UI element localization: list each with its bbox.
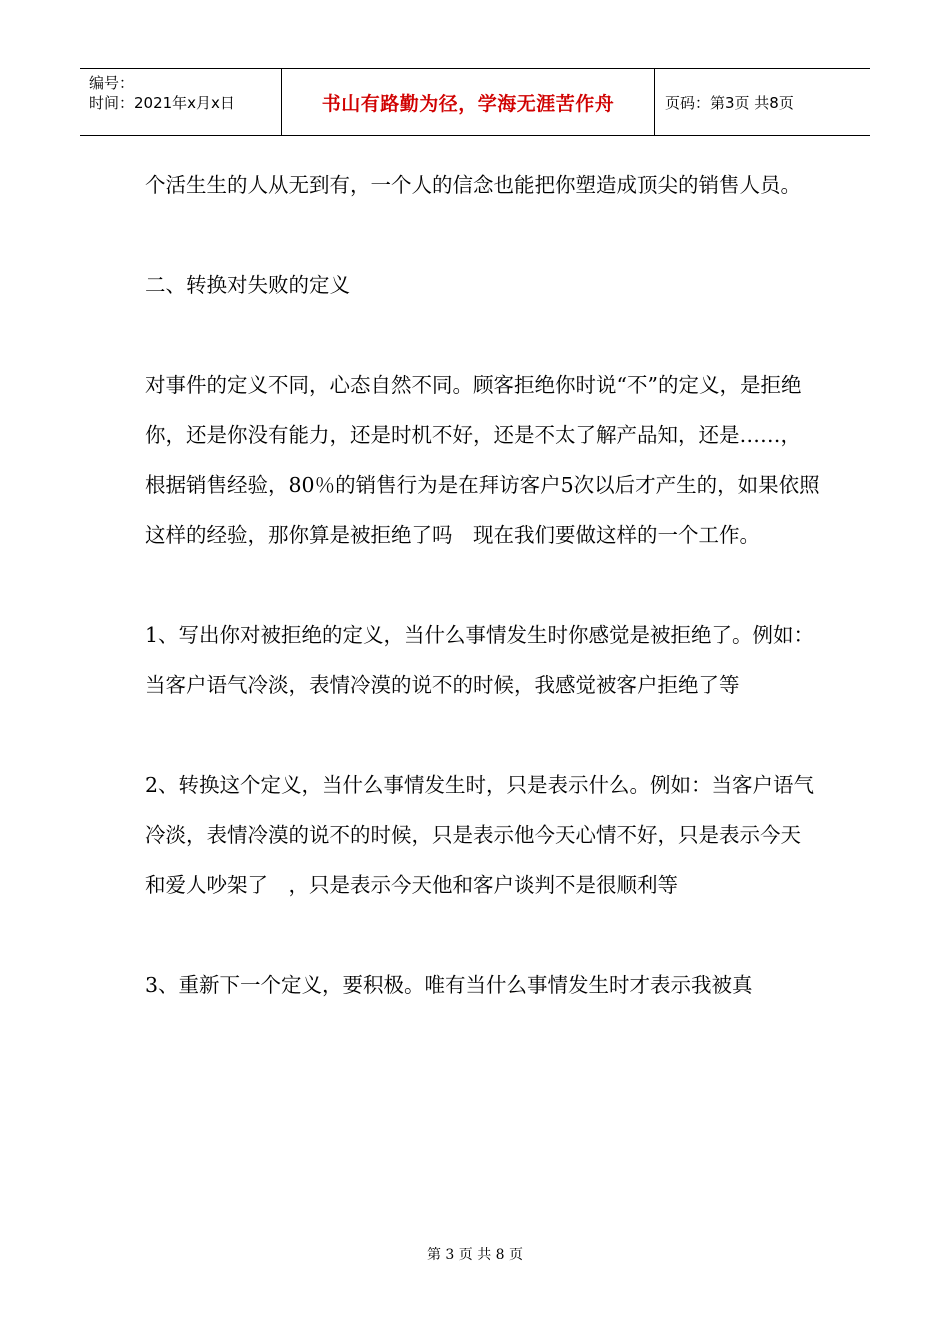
paragraph-continuation: 个活生生的人从无到有，一个人的信念也能把你塑造成顶尖的销售人员。 [145, 173, 801, 197]
header-meta [80, 69, 282, 135]
paragraph: 对事件的定义不同，心态自然不同。顾客拒绝你时说“不”的定义，是拒绝你，还是你没有能力，还是时机不好，还是不太了解产品知，还是……，根据销售经验，80％的销售行为是在拜访客户5次以后才产生的，如果依照这样的经验，那你算是被拒绝了吗 现在我们要做这样的一个工作。 [145, 373, 820, 547]
document-date: 时间：2021年x月x日 [89, 94, 235, 112]
list-item-2: 2、转换这个定义，当什么事情发生时，只是表示什么。例如：当客户语气冷淡，表情冷漠的说不的时候，只是表示他今天心情不好，只是表示今天和爱人吵架了 ，只是表示今天他和客户谈判不是很顺利等 [145, 773, 815, 897]
page-footer: 第 3 页 共 8 页 [426, 1247, 524, 1263]
document-number-label: 编号： [89, 74, 135, 92]
list-item-3: 3、重新下一个定义，要积极。唯有当什么事情发生时才表示我被真 [145, 973, 753, 997]
header-motto: 书山有路勤为径，学海无涯苦作舟 [282, 69, 655, 135]
page-header [80, 68, 870, 136]
header-page-info: 页码：第3页 共8页 [665, 93, 794, 112]
section-heading: 二、转换对失败的定义 [145, 273, 350, 297]
document-body [145, 160, 820, 1010]
list-item-1: 1、写出你对被拒绝的定义，当什么事情发生时你感觉是被拒绝了。例如：当客户语气冷淡，表情冷漠的说不的时候，我感觉被客户拒绝了等 [145, 623, 815, 697]
